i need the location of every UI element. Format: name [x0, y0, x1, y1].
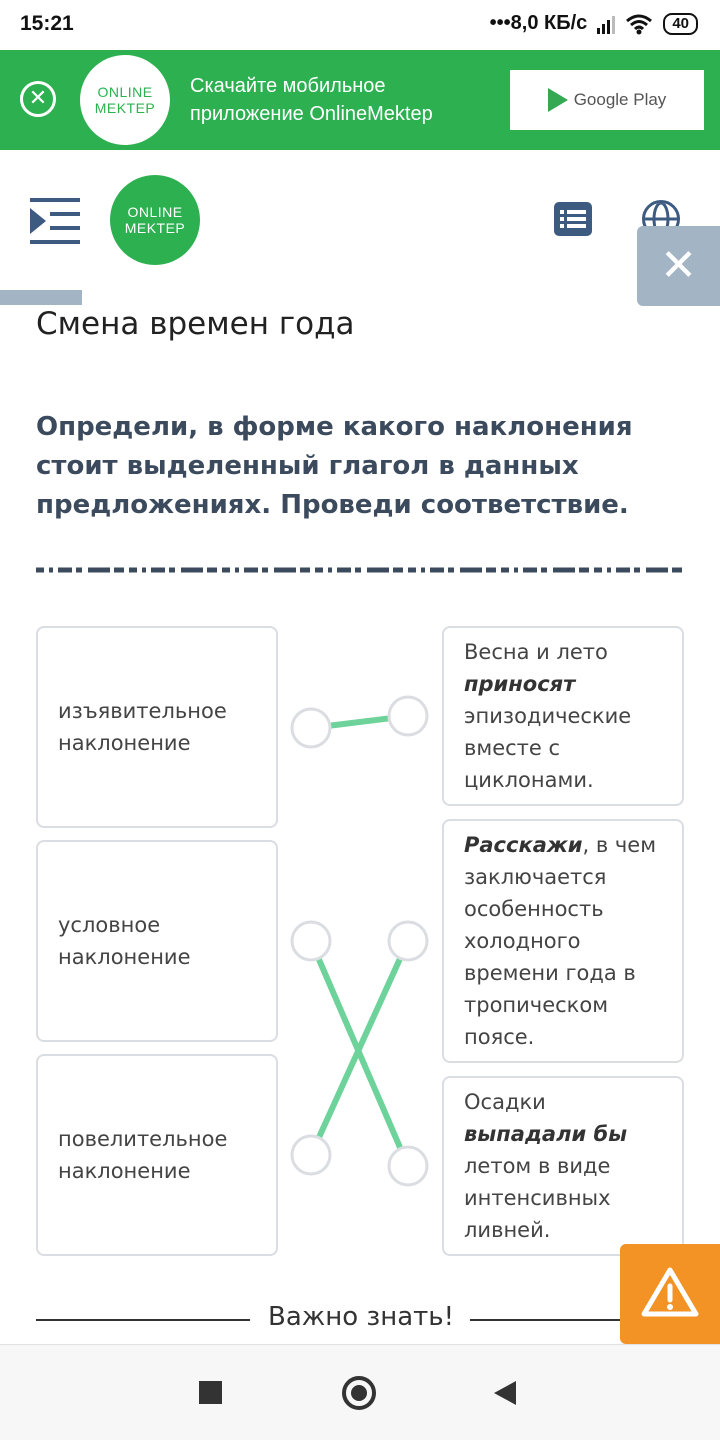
- sentence-text: [464, 1086, 662, 1246]
- banner-text-line1: Скачайте мобильное: [190, 75, 386, 97]
- recent-apps-icon[interactable]: [199, 1381, 222, 1404]
- store-label: Google Play: [573, 90, 667, 109]
- divider-line-left: [36, 1319, 250, 1321]
- logo-text-1: ONLINE: [127, 204, 183, 220]
- logo-text-2: MEKTEP: [124, 220, 186, 236]
- highlighted-verb: выпадали бы: [464, 1122, 628, 1146]
- app-download-banner: [0, 50, 720, 150]
- battery-icon: 40: [663, 13, 698, 35]
- left-option-conditional[interactable]: [36, 840, 278, 1042]
- signal-icon: [597, 14, 615, 34]
- status-time: 15:21: [20, 12, 74, 35]
- option-label: изъявительное наклонение: [58, 699, 227, 755]
- highlighted-verb: приносят: [464, 672, 576, 696]
- warning-icon: [620, 1244, 720, 1344]
- option-label: повелительное наклонение: [58, 1127, 228, 1183]
- play-store-icon: [548, 88, 568, 112]
- sentence-after: , в чем заключается особенность холодного времени года в тропическом поясе.: [464, 833, 657, 1049]
- wifi-icon: [625, 13, 653, 35]
- left-handle-1[interactable]: [292, 709, 330, 747]
- sentence-before: Осадки: [464, 1090, 546, 1114]
- sentence-text: [464, 829, 662, 1053]
- menu-indent-icon[interactable]: [30, 198, 80, 244]
- banner-text-line2: приложение OnlineMektep: [190, 103, 433, 125]
- page-title: Смена времен года: [36, 306, 355, 342]
- network-speed: •••8,0 КБ/с: [489, 12, 588, 34]
- warning-button[interactable]: [620, 1244, 720, 1344]
- sidebar-tab: [0, 290, 82, 305]
- status-bar: [0, 0, 720, 50]
- sentence-before: Весна и лето: [464, 640, 608, 664]
- status-right: [490, 12, 698, 35]
- google-play-button[interactable]: [510, 70, 704, 130]
- back-icon[interactable]: [494, 1381, 516, 1405]
- right-handle-1[interactable]: [389, 697, 427, 735]
- right-handle-2[interactable]: [389, 922, 427, 960]
- sentence-text: [464, 636, 662, 796]
- right-sentence-3[interactable]: [442, 1076, 684, 1256]
- close-circle-icon[interactable]: ✕: [20, 81, 56, 117]
- banner-text: [190, 72, 433, 128]
- task-instruction: Определи, в форме какого наклонения стоит выделенный глагол в данных предложениях. Проведи соответствие.: [36, 412, 633, 520]
- important-section-divider: [36, 1300, 656, 1340]
- app-header: [0, 150, 720, 300]
- right-sentence-1[interactable]: [442, 626, 684, 806]
- banner-logo: [80, 55, 170, 145]
- online-mektep-logo[interactable]: [110, 175, 200, 265]
- logo-text-1: ONLINE: [97, 84, 153, 100]
- home-icon[interactable]: [342, 1376, 376, 1410]
- list-icon[interactable]: [554, 202, 592, 236]
- sentence-after: эпизодические вместе с циклонами.: [464, 704, 632, 792]
- right-sentence-2[interactable]: [442, 819, 684, 1063]
- important-label: Важно знать!: [268, 1302, 455, 1332]
- left-handle-3[interactable]: [292, 1136, 330, 1174]
- left-option-imperative[interactable]: [36, 1054, 278, 1256]
- highlighted-verb: Расскажи: [464, 833, 583, 857]
- right-handle-3[interactable]: [389, 1147, 427, 1185]
- option-label: условное наклонение: [58, 913, 191, 969]
- left-option-indicative[interactable]: [36, 626, 278, 828]
- sentence-after: летом в виде интенсивных ливней.: [464, 1154, 611, 1242]
- matching-connections: [280, 680, 440, 1200]
- close-icon[interactable]: ✕: [637, 226, 720, 306]
- system-nav-bar: [0, 1344, 720, 1440]
- logo-text-2: MEKTEP: [94, 100, 156, 116]
- decorative-dashes: [36, 566, 684, 574]
- left-handle-2[interactable]: [292, 922, 330, 960]
